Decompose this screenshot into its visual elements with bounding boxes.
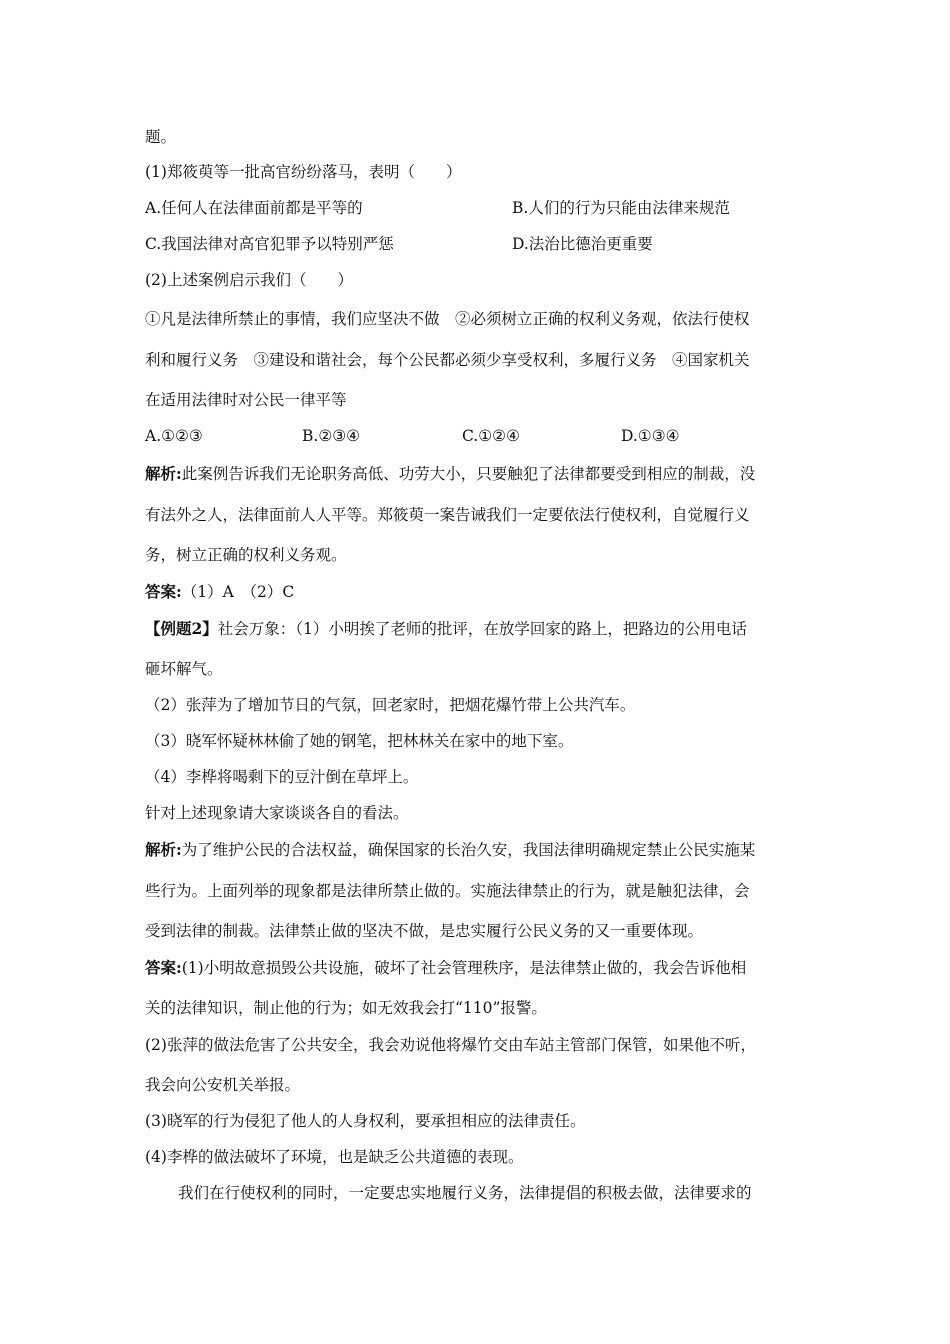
text-line: 关的法律知识，制止他的行为；如无效我会打“110”报警。: [145, 999, 547, 1017]
analysis-label: 解析:: [145, 464, 182, 483]
text-line: 在适用法律时对公民一律平等: [145, 391, 347, 409]
analysis-text: 此案例告诉我们无论职务高低、功劳大小，只要触犯了法律都要受到相应的制裁，没: [181, 465, 756, 483]
text-line: ①凡是法律所禁止的事情，我们应坚决不做 ②必须树立正确的权利义务观，依法行使权: [145, 310, 750, 328]
text-line: 我会向公安机关举报。: [145, 1076, 301, 1094]
answer-label: 答案:: [145, 582, 182, 601]
answer-line: [145, 582, 294, 602]
text-line: （2）张萍为了增加节日的气氛，回老家时，把烟花爆竹带上公共汽车。: [145, 696, 636, 714]
option-d: D.法治比德治更重要: [512, 235, 653, 253]
analysis-line: [145, 840, 755, 860]
text-line: 我们在行使权利的同时，一定要忠实地履行义务，法律提倡的积极去做，法律要求的: [178, 1184, 752, 1202]
text-line: 些行为。上面列举的现象都是法律所禁止做的。实施法律禁止的行为，就是触犯法律，会: [145, 882, 750, 900]
text-line: (2)张萍的做法危害了公共安全，我会劝说他将爆竹交由车站主管部门保管，如果他不听，: [145, 1036, 756, 1054]
text-line: 受到法律的制裁。法律禁止做的坚决不做，是忠实履行公民义务的又一重要体现。: [145, 922, 704, 940]
option-b: B.②③④: [302, 427, 361, 445]
text-line: 有法外之人，法律面前人人平等。郑筱萸一案告诫我们一定要依法行使权利，自觉履行义: [145, 506, 750, 524]
text-line: (3)晓军的行为侵犯了他人的人身权利，要承担相应的法律责任。: [145, 1112, 586, 1130]
analysis-label: 解析:: [145, 840, 182, 859]
text-line: 针对上述现象请大家谈谈各自的看法。: [145, 804, 409, 822]
answer-text: （1）A （2）C: [181, 583, 295, 601]
option-c: C.①②④: [462, 427, 520, 445]
text-line: （3）晓军怀疑林林偷了她的钢笔，把林林关在家中的地下室。: [145, 732, 574, 750]
example-2-line: [145, 619, 747, 639]
text-line: 务，树立正确的权利义务观。: [145, 546, 347, 564]
option-c: C.我国法律对高官犯罪予以特别严惩: [145, 235, 394, 253]
question-1: (1)郑筱萸等一批高官纷纷落马，表明（ ）: [145, 163, 462, 181]
option-a: A.任何人在法律面前都是平等的: [145, 199, 363, 217]
question-2: (2)上述案例启示我们（ ）: [145, 271, 353, 289]
text-line: (4)李桦的做法破坏了环境，也是缺乏公共道德的表现。: [145, 1148, 524, 1166]
analysis-line: [145, 464, 755, 484]
example-2-label: 【例题2】: [145, 619, 218, 638]
option-a: A.①②③: [145, 427, 203, 445]
text-line: （4）李桦将喝剩下的豆汁倒在草坪上。: [145, 768, 419, 786]
option-d: D.①③④: [621, 427, 680, 445]
answer-line: [145, 958, 746, 978]
text-line: 题。: [145, 128, 177, 146]
option-b: B.人们的行为只能由法律来规范: [512, 199, 730, 217]
analysis-text: 为了维护公民的合法权益，确保国家的长治久安，我国法律明确规定禁止公民实施某: [181, 841, 756, 859]
text-line: 利和履行义务 ③建设和谐社会，每个公民都必须少享受权利，多履行义务 ④国家机关: [145, 351, 750, 369]
answer-label: 答案:: [145, 958, 182, 977]
answer-text: (1)小明故意损毁公共设施，破坏了社会管理秩序，是法律禁止做的，我会告诉他相: [181, 959, 747, 977]
text-line: 砸坏解气。: [145, 660, 223, 678]
example-2-text: 社会万象：（1）小明挨了老师的批评，在放学回家的路上，把路边的公用电话: [217, 620, 747, 638]
